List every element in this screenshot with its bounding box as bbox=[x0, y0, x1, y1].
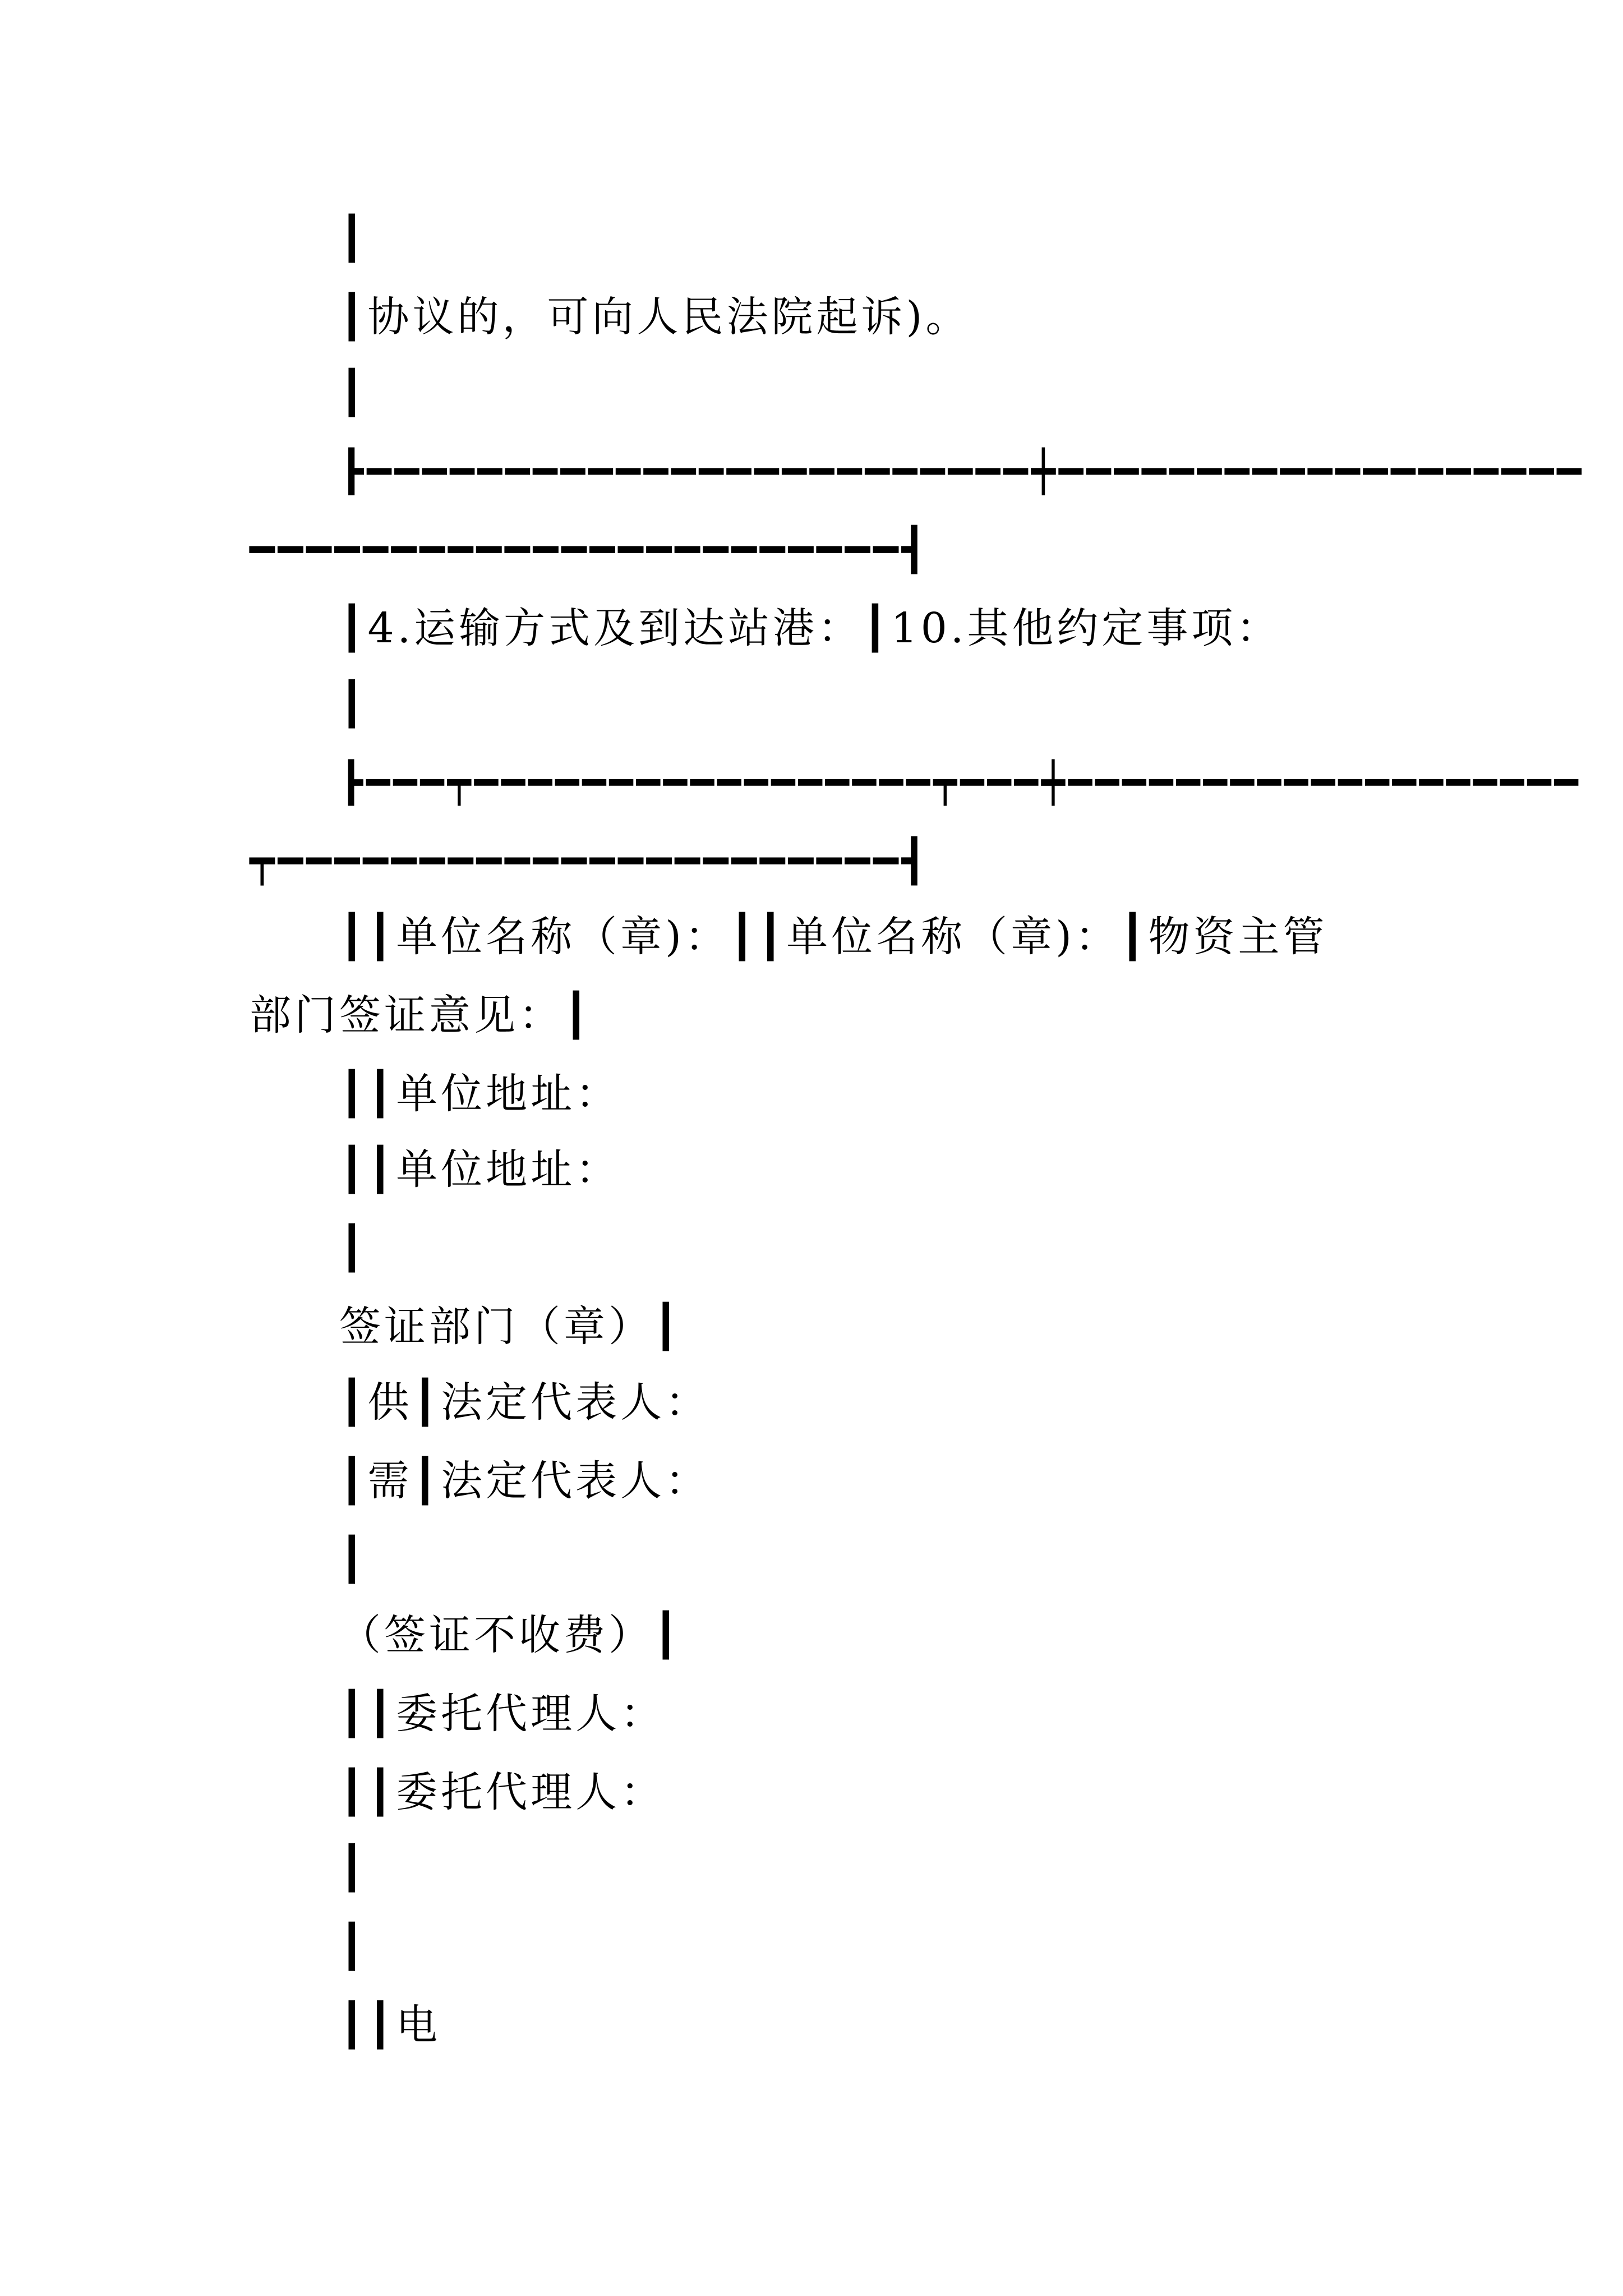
text-line: ┃┃委托代理人： bbox=[339, 1768, 666, 1816]
text-line: ┃ bbox=[339, 369, 368, 417]
table-border-line: ━━━━━━━━━━━━━━━━━━━━━━━┫ bbox=[250, 526, 930, 574]
text-line: ┃4.运输方式及到达站港：┃10.其他约定事项： bbox=[339, 604, 1281, 652]
text-line: ┃ bbox=[339, 1224, 368, 1272]
text-line: ┃┃单位名称（章)：┃┃单位名称（章)：┃物资主管 bbox=[339, 913, 1328, 961]
text-line: ┃ bbox=[339, 214, 368, 263]
text-line: ┃┃单位地址： bbox=[339, 1070, 621, 1118]
text-line: ┃┃电 bbox=[339, 2001, 441, 2049]
text-line: 部门签证意见：┃ bbox=[250, 991, 592, 1039]
text-line: ┃ bbox=[339, 1535, 368, 1584]
text-line: ┃协议的，可向人民法院起诉)。 bbox=[339, 293, 971, 341]
text-line: ┃┃单位地址： bbox=[339, 1145, 621, 1194]
text-line: ┃┃委托代理人： bbox=[339, 1690, 666, 1738]
text-line: ┃需┃法定代表人： bbox=[339, 1457, 711, 1505]
text-line: （签证不收费）┃ bbox=[339, 1611, 682, 1659]
text-line: 签证部门（章）┃ bbox=[339, 1303, 682, 1351]
table-border-line: ┣━━━━━━━━━━━━━━━━━━━━━━━━┿━━━━━━━━━━━━━━━━━━━ bbox=[339, 448, 1585, 495]
table-border-line: ┣━━━┯━━━━━━━━━━━━━━━━━┯━━━┿━━━━━━━━━━━━━━━━━━━ bbox=[339, 760, 1581, 806]
table-border-line: ┯━━━━━━━━━━━━━━━━━━━━━━┫ bbox=[250, 837, 930, 885]
text-line: ┃供┃法定代表人： bbox=[339, 1378, 711, 1427]
text-line: ┃ bbox=[339, 680, 368, 728]
text-line: ┃ bbox=[339, 1844, 368, 1892]
text-line: ┃ bbox=[339, 1922, 368, 1971]
